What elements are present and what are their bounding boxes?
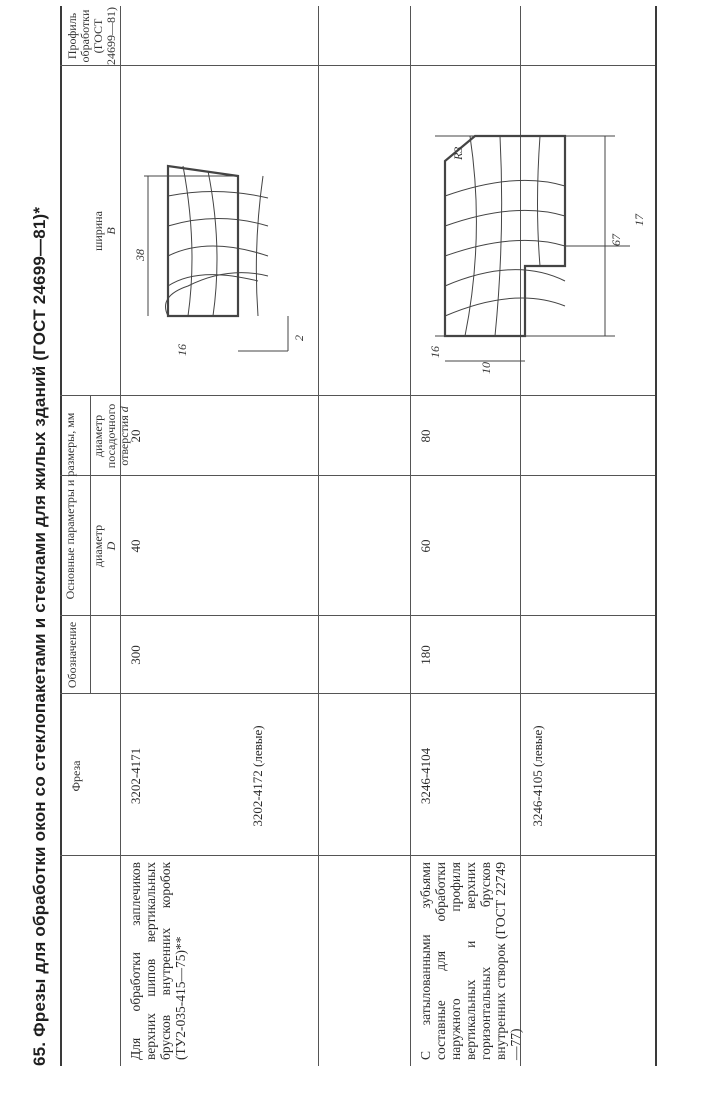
header-group: Основные параметры и размеры, мм [63,412,77,600]
row2-code-left: 3246-4105 (левые) [530,725,545,827]
table-title: 65. Фрезы для обработки окон со стеклопакетами и стеклами для жилых зданий (ГОСТ 24699—81)* [30,206,49,1066]
col-divider-d [60,475,655,476]
row1-profile-drawing [128,76,308,376]
col-divider-frez [60,855,655,856]
row2-dim-b: R3 [451,146,465,160]
header-profile: Профиль обработки (ГОСТ 24699—81) [65,7,118,65]
row1-dim-a: 38 [133,249,147,261]
header-bore [92,396,131,476]
row2-dim-e: 17 [632,214,646,226]
row1-dim-c: 2 [292,335,306,341]
table-top-border [60,6,62,1066]
row2-d: 60 [418,539,433,553]
row2-B: 80 [418,429,433,443]
header-bore-name: диаметр посадочного отверстия [91,403,131,469]
header-width-sym: B [104,227,118,235]
header-width-name: ширина [91,211,105,251]
header-width [92,66,118,396]
row1-D: 300 [128,645,143,665]
row2-dim-d: 10 [479,362,493,374]
col-divider-B [60,395,655,396]
row2-D: 180 [418,645,433,665]
header-frez: Фреза [69,760,83,792]
table-bottom-border [655,6,657,1066]
row1-code-right: 3202-4171 [128,747,143,805]
row2-code-right: 3246-4104 [418,747,433,805]
row1-description: Для обработки заплечиков верхних шипов вертикальных брусков внутренних коробок (ТУ2-035-415—75)** [128,862,188,1060]
row1-code-left: 3202-4172 (левые) [250,725,265,827]
row1-top-rule [120,6,121,1066]
col-divider-D [60,615,655,616]
header-oboznachenie: Обозначение [65,621,79,689]
col-divider-profile [60,65,655,66]
row1-d: 40 [128,539,143,553]
header-bore-sym: d [117,406,131,413]
row2-dim-a: 16 [428,346,442,358]
row1-bottom-rule [318,6,319,1066]
row1-B: 20 [128,429,143,443]
row2-top-rule [410,6,411,1066]
header-diameter-sym: D [104,541,118,551]
header-diameter [92,476,118,616]
row2-profile-drawing [415,76,650,376]
row2-description: С затылованными зубьями составные для обработки наружного профиля вертикальных и верхних горизонтальных брусков внутренних створок (ГОСТ 22749—77) [418,862,523,1060]
header-diameter-name: диаметр [91,524,105,568]
row2-dim-c: 67 [609,234,623,246]
row1-dim-b: 16 [175,344,189,356]
col-divider-code [60,693,655,694]
